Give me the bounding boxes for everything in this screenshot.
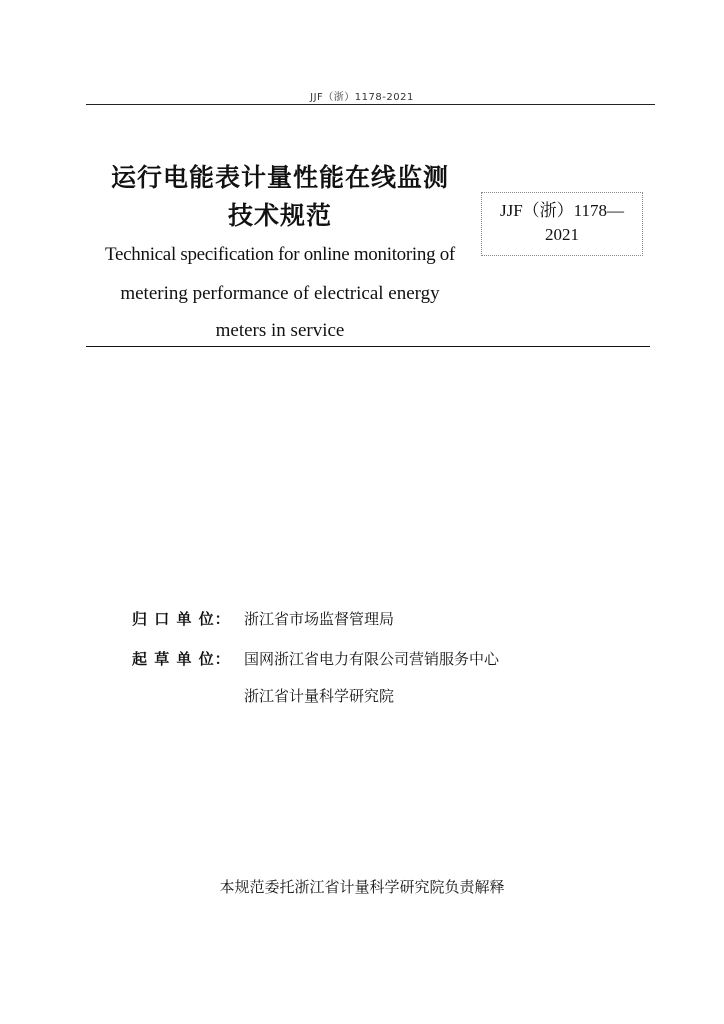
drafting-unit-row (132, 649, 499, 669)
standard-code-line2: 2021 (545, 225, 579, 244)
responsible-unit-label: 归 口 单 位： (132, 610, 231, 628)
title-zh-line1: 运行电能表计量性能在线监测 (110, 163, 449, 192)
header-code: JJF（浙）1178-2021 (310, 92, 414, 103)
drafting-unit-label: 起 草 单 位： (132, 650, 231, 668)
drafting-unit-row-2 (244, 686, 394, 706)
title-divider (86, 346, 650, 347)
responsible-unit-row (132, 609, 394, 629)
standard-code-line1: JJF（浙）1178— (499, 201, 625, 220)
drafting-unit-value-1: 国网浙江省电力有限公司营销服务中心 (244, 650, 500, 668)
title-en-line2: metering performance of electrical energy (120, 283, 440, 304)
header-divider (86, 104, 655, 105)
title-en-line1: Technical specification for online monitoring of (105, 244, 455, 265)
title-zh-line2: 技术规范 (227, 201, 332, 230)
drafting-unit-value-2: 浙江省计量科学研究院 (244, 687, 395, 705)
title-en-line3: meters in service (215, 320, 345, 341)
interpretation-note: 本规范委托浙江省计量科学研究院负责解释 (219, 878, 505, 896)
responsible-unit-value: 浙江省市场监督管理局 (244, 610, 395, 628)
